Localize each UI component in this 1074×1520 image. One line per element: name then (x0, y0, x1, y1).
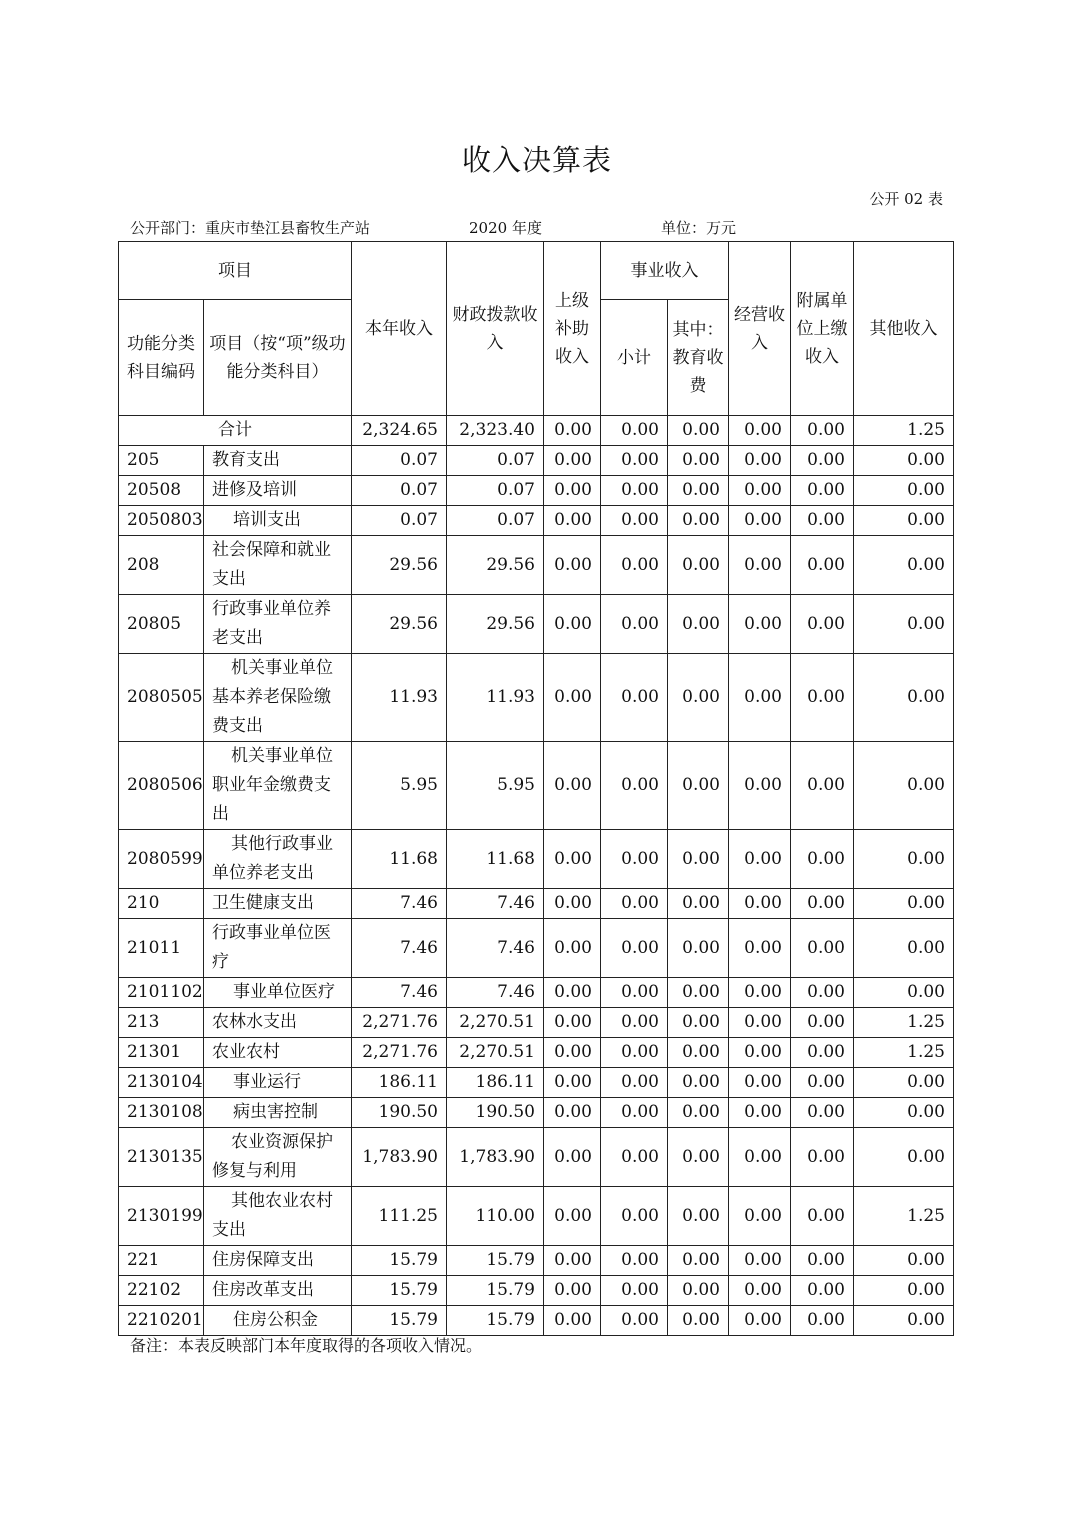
row-name: 行政事业单位养老支出 (204, 595, 352, 654)
row-value: 0.00 (668, 1068, 729, 1098)
row-value: 0.00 (791, 830, 854, 889)
row-value: 2,270.51 (447, 1038, 544, 1068)
row-value: 190.50 (447, 1098, 544, 1128)
table-row (119, 742, 954, 830)
row-value: 7.46 (352, 978, 447, 1008)
row-name: 教育支出 (204, 446, 352, 476)
total-edu: 0.00 (668, 416, 729, 446)
total-annual: 2,324.65 (352, 416, 447, 446)
row-value: 0.00 (854, 830, 954, 889)
row-value: 0.00 (791, 889, 854, 919)
row-value: 1,783.90 (352, 1128, 447, 1187)
row-value: 0.00 (854, 595, 954, 654)
row-value: 0.00 (601, 1306, 668, 1336)
row-value: 1.25 (854, 1008, 954, 1038)
row-code: 2130199 (119, 1187, 204, 1246)
row-value: 0.00 (791, 1246, 854, 1276)
row-name: 社会保障和就业支出 (204, 536, 352, 595)
row-value: 0.00 (729, 742, 791, 830)
total-subtotal: 0.00 (601, 416, 668, 446)
row-name: 进修及培训 (204, 476, 352, 506)
row-value: 0.00 (668, 654, 729, 742)
row-value: 0.00 (791, 1128, 854, 1187)
row-value: 0.00 (729, 595, 791, 654)
table-row (119, 889, 954, 919)
row-value: 0.00 (854, 1128, 954, 1187)
row-value: 0.00 (668, 1128, 729, 1187)
row-name: 病虫害控制 (204, 1098, 352, 1128)
table-row (119, 1098, 954, 1128)
row-value: 0.00 (854, 978, 954, 1008)
header-business-income: 事业收入 (601, 242, 729, 300)
row-value: 0.00 (668, 978, 729, 1008)
row-value: 29.56 (447, 536, 544, 595)
row-value: 0.00 (668, 1306, 729, 1336)
row-value: 11.93 (447, 654, 544, 742)
row-value: 0.00 (544, 595, 601, 654)
table-row (119, 978, 954, 1008)
header-subtotal: 小计 (601, 300, 668, 416)
row-code: 21301 (119, 1038, 204, 1068)
row-name: 住房改革支出 (204, 1276, 352, 1306)
total-upper: 0.00 (544, 416, 601, 446)
row-value: 0.00 (854, 1276, 954, 1306)
row-value: 0.00 (729, 1038, 791, 1068)
row-value: 0.00 (854, 1098, 954, 1128)
header-function-code: 功能分类科目编码 (119, 300, 204, 416)
row-value: 0.00 (854, 476, 954, 506)
row-value: 0.00 (544, 830, 601, 889)
row-value: 11.93 (352, 654, 447, 742)
row-value: 0.00 (544, 654, 601, 742)
row-value: 0.00 (668, 1098, 729, 1128)
row-code: 213 (119, 1008, 204, 1038)
row-name: 农业资源保护修复与利用 (204, 1128, 352, 1187)
row-value: 0.00 (668, 919, 729, 978)
row-value: 0.00 (854, 1246, 954, 1276)
row-value: 0.00 (544, 1008, 601, 1038)
row-value: 0.00 (668, 830, 729, 889)
row-value: 0.07 (447, 506, 544, 536)
page-title: 收入决算表 (461, 143, 612, 177)
row-value: 0.00 (791, 654, 854, 742)
header-upper-subsidy: 上级补助收入 (544, 242, 601, 416)
row-value: 0.00 (601, 830, 668, 889)
row-value: 0.00 (729, 1068, 791, 1098)
row-value: 0.00 (729, 1187, 791, 1246)
table-row (119, 1128, 954, 1187)
row-value: 0.00 (854, 742, 954, 830)
table-row (119, 1246, 954, 1276)
row-value: 0.00 (544, 1306, 601, 1336)
row-value: 0.00 (854, 446, 954, 476)
row-value: 0.00 (729, 919, 791, 978)
row-value: 0.00 (544, 742, 601, 830)
row-name: 其他行政事业单位养老支出 (204, 830, 352, 889)
header-annual-income: 本年收入 (352, 242, 447, 416)
row-value: 0.00 (601, 476, 668, 506)
row-value: 0.00 (791, 1276, 854, 1306)
row-value: 0.00 (729, 1246, 791, 1276)
total-other: 1.25 (854, 416, 954, 446)
row-value: 0.00 (791, 476, 854, 506)
row-value: 0.00 (854, 889, 954, 919)
row-name: 卫生健康支出 (204, 889, 352, 919)
row-value: 2,271.76 (352, 1008, 447, 1038)
row-code: 2130104 (119, 1068, 204, 1098)
row-value: 0.00 (668, 889, 729, 919)
row-value: 0.00 (601, 1008, 668, 1038)
row-value: 0.00 (601, 1068, 668, 1098)
row-value: 0.00 (601, 595, 668, 654)
row-value: 2,271.76 (352, 1038, 447, 1068)
row-value: 0.00 (791, 742, 854, 830)
header-project: 项目 (119, 242, 352, 300)
row-name: 机关事业单位职业年金缴费支出 (204, 742, 352, 830)
table-row (119, 1306, 954, 1336)
row-value: 0.00 (854, 506, 954, 536)
row-value: 0.00 (729, 536, 791, 595)
row-value: 1.25 (854, 1038, 954, 1068)
row-value: 29.56 (352, 536, 447, 595)
unit-label: 单位：万元 (661, 219, 737, 237)
row-code: 20508 (119, 476, 204, 506)
row-value: 0.00 (544, 536, 601, 595)
row-value: 0.00 (544, 506, 601, 536)
row-value: 15.79 (447, 1306, 544, 1336)
row-value: 0.00 (854, 536, 954, 595)
row-value: 0.00 (729, 1276, 791, 1306)
row-value: 0.00 (601, 742, 668, 830)
row-value: 0.00 (601, 536, 668, 595)
row-name: 机关事业单位基本养老保险缴费支出 (204, 654, 352, 742)
row-value: 0.00 (668, 506, 729, 536)
row-value: 0.00 (791, 536, 854, 595)
row-name: 行政事业单位医疗 (204, 919, 352, 978)
row-code: 20805 (119, 595, 204, 654)
row-value: 0.00 (791, 1008, 854, 1038)
row-code: 2101102 (119, 978, 204, 1008)
row-value: 0.00 (729, 1128, 791, 1187)
year-label: 2020 年度 (469, 219, 542, 237)
row-name: 农业农村 (204, 1038, 352, 1068)
table-row (119, 1038, 954, 1068)
row-name: 事业单位医疗 (204, 978, 352, 1008)
row-value: 0.00 (544, 1128, 601, 1187)
row-value: 0.00 (668, 476, 729, 506)
row-value: 0.00 (544, 1246, 601, 1276)
row-code: 2210201 (119, 1306, 204, 1336)
header-affiliated-income: 附属单位上缴收入 (791, 242, 854, 416)
form-number: 公开 02 表 (869, 190, 943, 208)
table-row (119, 446, 954, 476)
row-value: 0.00 (854, 1306, 954, 1336)
row-value: 0.00 (729, 654, 791, 742)
row-value: 0.00 (729, 476, 791, 506)
row-name: 培训支出 (204, 506, 352, 536)
row-value: 0.07 (447, 446, 544, 476)
row-value: 7.46 (447, 919, 544, 978)
table-row (119, 536, 954, 595)
row-value: 15.79 (352, 1276, 447, 1306)
row-code: 2050803 (119, 506, 204, 536)
row-value: 0.00 (668, 1187, 729, 1246)
table-row (119, 476, 954, 506)
row-value: 0.00 (729, 830, 791, 889)
row-value: 0.00 (544, 446, 601, 476)
row-value: 2,270.51 (447, 1008, 544, 1038)
row-value: 186.11 (352, 1068, 447, 1098)
total-row (119, 416, 954, 446)
row-value: 0.07 (447, 476, 544, 506)
row-value: 0.00 (544, 1098, 601, 1128)
row-value: 15.79 (447, 1276, 544, 1306)
row-code: 2130108 (119, 1098, 204, 1128)
row-value: 0.00 (601, 978, 668, 1008)
row-value: 0.00 (601, 1246, 668, 1276)
row-value: 0.00 (854, 654, 954, 742)
row-value: 0.00 (668, 446, 729, 476)
total-label: 合计 (119, 416, 352, 446)
header-item-name: 项目（按“项”级功能分类科目） (204, 300, 352, 416)
row-value: 0.00 (668, 1008, 729, 1038)
table-row (119, 1187, 954, 1246)
row-value: 0.00 (601, 654, 668, 742)
row-code: 2080505 (119, 654, 204, 742)
row-value: 15.79 (447, 1246, 544, 1276)
row-value: 0.00 (854, 1068, 954, 1098)
header-operating-income: 经营收入 (729, 242, 791, 416)
row-value: 5.95 (447, 742, 544, 830)
row-code: 210 (119, 889, 204, 919)
row-value: 0.00 (544, 1187, 601, 1246)
row-value: 1.25 (854, 1187, 954, 1246)
row-value: 29.56 (447, 595, 544, 654)
row-name: 其他农业农村支出 (204, 1187, 352, 1246)
row-value: 0.00 (791, 1306, 854, 1336)
row-value: 0.00 (544, 476, 601, 506)
row-value: 0.00 (729, 1098, 791, 1128)
row-value: 0.00 (601, 506, 668, 536)
table-row (119, 919, 954, 978)
total-affiliated: 0.00 (791, 416, 854, 446)
row-value: 0.00 (729, 1306, 791, 1336)
header-fiscal-allocation: 财政拨款收入 (447, 242, 544, 416)
row-value: 0.00 (601, 1038, 668, 1068)
row-value: 15.79 (352, 1246, 447, 1276)
row-value: 0.00 (544, 1038, 601, 1068)
row-value: 0.00 (791, 1187, 854, 1246)
row-value: 0.00 (601, 889, 668, 919)
row-value: 110.00 (447, 1187, 544, 1246)
row-value: 190.50 (352, 1098, 447, 1128)
row-value: 7.46 (447, 889, 544, 919)
row-value: 0.00 (668, 1246, 729, 1276)
row-value: 5.95 (352, 742, 447, 830)
row-value: 7.46 (447, 978, 544, 1008)
row-value: 0.00 (791, 1038, 854, 1068)
table-row (119, 1276, 954, 1306)
row-value: 0.00 (668, 1276, 729, 1306)
row-value: 0.00 (601, 1276, 668, 1306)
row-value: 0.00 (791, 506, 854, 536)
row-value: 0.00 (544, 978, 601, 1008)
row-value: 0.00 (729, 506, 791, 536)
row-value: 0.00 (668, 742, 729, 830)
row-code: 208 (119, 536, 204, 595)
row-code: 2080506 (119, 742, 204, 830)
total-fiscal: 2,323.40 (447, 416, 544, 446)
row-value: 29.56 (352, 595, 447, 654)
row-value: 0.00 (601, 1187, 668, 1246)
row-value: 15.79 (352, 1306, 447, 1336)
row-value: 11.68 (447, 830, 544, 889)
row-value: 0.00 (791, 595, 854, 654)
row-value: 186.11 (447, 1068, 544, 1098)
row-value: 0.07 (352, 506, 447, 536)
row-value: 0.00 (729, 1008, 791, 1038)
row-value: 0.00 (668, 536, 729, 595)
row-value: 0.00 (601, 1128, 668, 1187)
row-value: 0.00 (791, 1098, 854, 1128)
row-value: 11.68 (352, 830, 447, 889)
header-other-income: 其他收入 (854, 242, 954, 416)
row-code: 2130135 (119, 1128, 204, 1187)
row-name: 事业运行 (204, 1068, 352, 1098)
row-name: 农林水支出 (204, 1008, 352, 1038)
table-row (119, 654, 954, 742)
row-value: 0.00 (544, 1276, 601, 1306)
table-row (119, 1068, 954, 1098)
table-row (119, 830, 954, 889)
row-value: 0.00 (601, 1098, 668, 1128)
row-code: 22102 (119, 1276, 204, 1306)
row-value: 1,783.90 (447, 1128, 544, 1187)
row-value: 0.07 (352, 476, 447, 506)
row-value: 0.00 (601, 919, 668, 978)
row-value: 0.00 (668, 1038, 729, 1068)
row-value: 0.00 (544, 1068, 601, 1098)
row-value: 0.00 (729, 889, 791, 919)
row-value: 111.25 (352, 1187, 447, 1246)
row-name: 住房公积金 (204, 1306, 352, 1336)
row-code: 2080599 (119, 830, 204, 889)
income-table (118, 241, 954, 1336)
row-value: 0.07 (352, 446, 447, 476)
row-value: 0.00 (729, 978, 791, 1008)
row-code: 21011 (119, 919, 204, 978)
table-row (119, 595, 954, 654)
row-value: 0.00 (791, 919, 854, 978)
row-value: 7.46 (352, 919, 447, 978)
row-value: 0.00 (791, 1068, 854, 1098)
row-value: 0.00 (729, 446, 791, 476)
department-label: 公开部门：重庆市垫江县畜牧生产站 (130, 219, 371, 237)
footnote: 备注：本表反映部门本年度取得的各项收入情况。 (130, 1336, 483, 1355)
row-code: 221 (119, 1246, 204, 1276)
table-row (119, 506, 954, 536)
row-value: 0.00 (854, 919, 954, 978)
row-value: 7.46 (352, 889, 447, 919)
row-value: 0.00 (668, 595, 729, 654)
row-name: 住房保障支出 (204, 1246, 352, 1276)
header-education-fee: 其中：教育收费 (668, 300, 729, 416)
row-code: 205 (119, 446, 204, 476)
row-value: 0.00 (791, 978, 854, 1008)
table-row (119, 1008, 954, 1038)
row-value: 0.00 (544, 919, 601, 978)
row-value: 0.00 (791, 446, 854, 476)
total-operating: 0.00 (729, 416, 791, 446)
row-value: 0.00 (544, 889, 601, 919)
row-value: 0.00 (601, 446, 668, 476)
